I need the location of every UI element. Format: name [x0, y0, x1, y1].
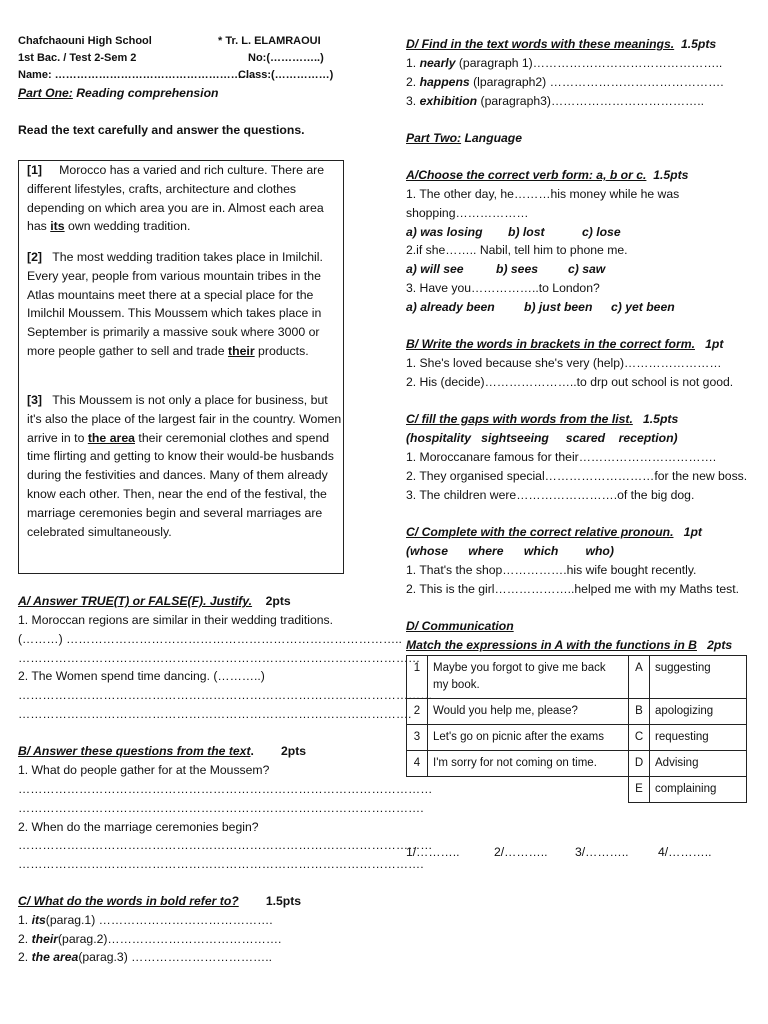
communication-instruction: Match the expressions in A with the functions in B 2pts — [406, 638, 733, 652]
paragraph-3: [3] This Moussem is not only a place for business, but it's also the place of the largest fair in the country. Women arrive in to the area their ceremonial clothes and spend time flirting and getting to know their would-be husbands during the festivities and dances. Many of them already know each other. Then, near the end of the festival, the marriage ceremonies begin and several marriages are celebrated simultaneously. — [27, 393, 342, 539]
verb-q1: 1. The other day, he………his money while he was — [406, 187, 680, 201]
section-a-title: A/ Answer TRUE(T) or FALSE(F). Justify. 2pts — [18, 594, 291, 608]
answer-4[interactable]: 4/……….. — [658, 845, 712, 859]
verb-q1-option-b[interactable]: b) lost — [508, 225, 545, 239]
section-a-q2-answer[interactable]: ………………………………………………………………………………………… — [18, 688, 433, 702]
section-c-q3[interactable]: 2. the area(parag.3) …………………………….. — [18, 950, 272, 964]
section-b-q1: 1. What do people gather for at the Moussem? — [18, 763, 270, 777]
verb-q2-option-c[interactable]: c) saw — [568, 262, 606, 276]
meanings-q1[interactable]: 1. nearly (paragraph 1)……………………………………….. — [406, 56, 723, 70]
referenced-word: its — [50, 219, 65, 234]
function-letter: E — [629, 777, 650, 803]
relative-pronoun-q2[interactable]: 2. This is the girl………………..helped me with my Maths test. — [406, 582, 740, 596]
function-cell: suggesting — [650, 656, 747, 699]
expression-cell: Maybe you forgot to give me back my book. — [428, 656, 629, 699]
function-letter: D — [629, 751, 650, 777]
row-number: 2 — [407, 699, 428, 725]
part-one-title: Part One: Reading comprehension — [18, 86, 219, 100]
table-row — [407, 777, 747, 803]
fill-gaps-q1[interactable]: 1. Moroccanare famous for their……………………………. — [406, 450, 717, 464]
verb-q3-option-b[interactable]: b) just been — [524, 300, 593, 314]
part-two-title: Part Two: Language — [406, 131, 523, 145]
school-name: Chafchaouni High School — [18, 35, 152, 47]
row-number — [407, 777, 428, 803]
fill-gaps-q2[interactable]: 2. They organised special………………………for the new boss. — [406, 469, 748, 483]
word-form-q1[interactable]: 1. She's loved because she's very (help)…………………… — [406, 356, 722, 370]
verb-q2-option-b[interactable]: b) sees — [496, 262, 539, 276]
section-a-q2: 2. The Women spend time dancing. (………..) — [18, 669, 265, 683]
meanings-q2[interactable]: 2. happens (lparagraph2) ……………………………………. — [406, 75, 724, 89]
section-b-q1-answer-2[interactable]: ………………………………………………………………………………………. — [18, 801, 424, 815]
row-number: 3 — [407, 725, 428, 751]
verb-q3-option-a[interactable]: a) already been — [406, 300, 495, 314]
section-c-q2[interactable]: 2. their(parag.2)……………………………………. — [18, 932, 282, 946]
word-form-title: B/ Write the words in brackets in the correct form. 1pt — [406, 337, 724, 351]
reading-instruction: Read the text carefully and answer the questions. — [18, 123, 305, 137]
section-a-q2-answer-2[interactable]: ……………………………………………………………………………………. — [18, 707, 412, 721]
table-row — [407, 751, 747, 777]
relative-pronoun-list: (whose where which who) — [406, 544, 614, 558]
relative-pronoun-q1[interactable]: 1. That's the shop…………….his wife bought recently. — [406, 563, 697, 577]
fill-gaps-q3[interactable]: 3. The children were…………………….of the big dog. — [406, 488, 695, 502]
fill-gaps-word-list: (hospitality sightseeing scared reception) — [406, 431, 678, 445]
matching-table — [406, 655, 747, 803]
function-letter: A — [629, 656, 650, 699]
function-letter: B — [629, 699, 650, 725]
section-a-q1-answer-2[interactable]: ……………………………………………………………………………………… — [18, 651, 421, 665]
meanings-title: D/ Find in the text words with these meanings. 1.5pts — [406, 37, 717, 51]
answer-2[interactable]: 2/……….. — [494, 845, 548, 859]
function-cell: requesting — [650, 725, 747, 751]
referenced-word: the area — [87, 430, 135, 445]
expression-cell: Let's go on picnic after the exams — [428, 725, 629, 751]
function-cell: complaining — [650, 777, 747, 803]
section-a-q1: 1. Moroccan regions are similar in their wedding traditions. — [18, 613, 333, 627]
expression-cell: Would you help me, please? — [428, 699, 629, 725]
relative-pronoun-title: C/ Complete with the correct relative pronoun. 1pt — [406, 525, 702, 539]
function-cell: Advising — [650, 751, 747, 777]
section-c-q1[interactable]: 1. its(parag.1) ……………………………………. — [18, 913, 273, 927]
verb-q1-option-c[interactable]: c) lose — [582, 225, 621, 239]
word-form-q2[interactable]: 2. His (decide)…………………..to drp out school is not good. — [406, 375, 734, 389]
verb-q3-option-c[interactable]: c) yet been — [611, 300, 675, 314]
row-number: 1 — [407, 656, 428, 699]
verb-q1-cont: shopping……………… — [406, 206, 529, 220]
verb-form-title: A/Choose the correct verb form: a, b or c. 1.5pts — [406, 168, 689, 182]
class-test: 1st Bac. / Test 2-Sem 2 — [18, 52, 137, 64]
table-row — [407, 656, 747, 699]
referenced-word: their — [227, 343, 255, 358]
verb-q2: 2.if she…….. Nabil, tell him to phone me. — [406, 243, 628, 257]
paragraph-2: [2] The most wedding tradition takes place in Imilchil. Every year, people from various mountain tribes in the Atlas mountains meet there at a special place for the Imilchil Moussem. This Moussem which takes place in September is primarily a massive souk where 3000 or more people gather to sell and trade their products. — [27, 250, 323, 358]
section-b-q2-answer-2[interactable]: ………………………………………………………………………………………. — [18, 857, 424, 871]
verb-q3: 3. Have you……………..to London? — [406, 281, 600, 295]
number-field[interactable]: No:(…………..) — [248, 52, 324, 64]
table-row — [407, 699, 747, 725]
section-a-q1-answer[interactable]: (………) ……………………………………………………………………….. — [18, 632, 402, 646]
section-c-title: C/ What do the words in bold refer to? 1.5pts — [18, 894, 302, 908]
paragraph-1: [1] Morocco has a varied and rich culture. There are different lifestyles, crafts, architecture and clothes depending on which area you are in. Almost each area has its own wedding tradition. — [27, 163, 325, 234]
communication-title: D/ Communication — [406, 619, 514, 633]
class-field[interactable]: Class:(……………) — [238, 69, 334, 81]
meanings-q3[interactable]: 3. exhibition (paragraph3)……………………………….. — [406, 94, 704, 108]
name-field[interactable]: Name: ………………………………………………. — [18, 69, 256, 81]
function-letter: C — [629, 725, 650, 751]
section-b-q1-answer[interactable]: ………………………………………………………………………………………… — [18, 782, 433, 796]
section-b-q2-answer[interactable]: ………………………………………………………………………………………… — [18, 838, 433, 852]
reading-text-box — [18, 160, 344, 574]
teacher-name: * Tr. L. ELAMRAOUI — [218, 35, 321, 47]
function-cell: apologizing — [650, 699, 747, 725]
answer-3[interactable]: 3/……….. — [575, 845, 629, 859]
section-b-title: B/ Answer these questions from the text. 2pts — [18, 744, 307, 758]
table-row — [407, 725, 747, 751]
section-b-q2: 2. When do the marriage ceremonies begin? — [18, 820, 259, 834]
fill-gaps-title: C/ fill the gaps with words from the list. 1.5pts — [406, 412, 679, 426]
expression-cell — [428, 777, 629, 803]
verb-q1-option-a[interactable]: a) was losing — [406, 225, 483, 239]
answer-1[interactable]: 1/……….. — [406, 845, 460, 859]
row-number: 4 — [407, 751, 428, 777]
expression-cell: I'm sorry for not coming on time. — [428, 751, 629, 777]
verb-q2-option-a[interactable]: a) will see — [406, 262, 464, 276]
